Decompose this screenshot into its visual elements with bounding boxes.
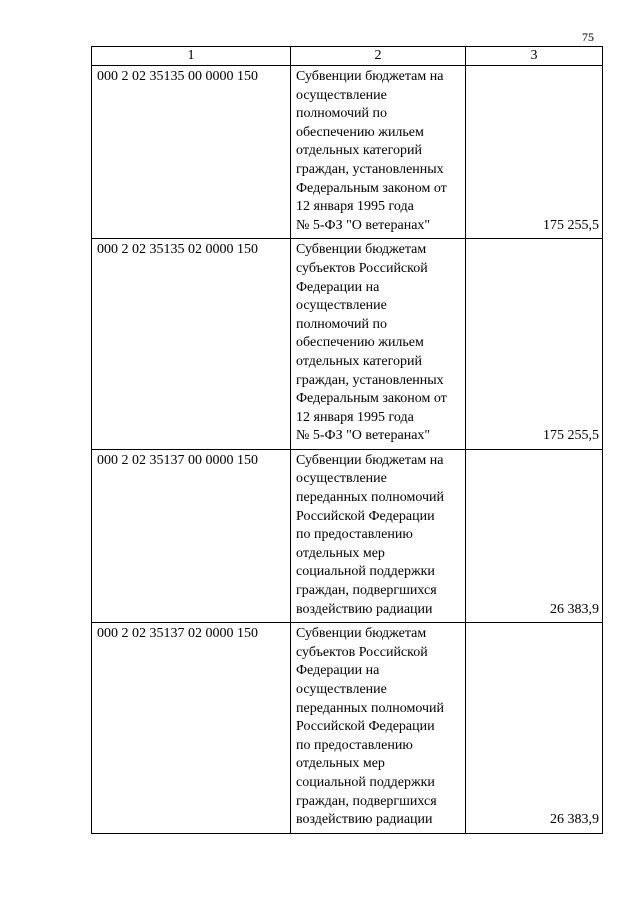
- description-line: осуществление: [296, 298, 387, 314]
- description-line: осуществление: [296, 682, 387, 697]
- description-line: граждан, установленных: [296, 161, 444, 177]
- amount-value: 26 383,9: [466, 449, 603, 622]
- description-line: воздействию радиации: [296, 601, 433, 617]
- description-line: Федерации на: [296, 663, 380, 679]
- description-line: 12 января 1995 года: [296, 409, 414, 425]
- classification-code: 000 2 02 35137 00 0000 150: [92, 449, 291, 622]
- header-row: [92, 47, 603, 66]
- description-line: Российской Федерации: [296, 719, 435, 735]
- classification-code: 000 2 02 35137 02 0000 150: [92, 623, 291, 834]
- description-line: Федерации на: [296, 279, 380, 295]
- description-line: социальной поддержки: [296, 564, 435, 580]
- description-line: граждан, подвергшихся: [296, 793, 437, 809]
- description-line: Субвенции бюджетам на: [296, 69, 444, 84]
- description-line: воздействию радиации: [296, 812, 433, 828]
- description-line: Субвенции бюджетам на: [296, 452, 444, 468]
- description-line: обеспечению жильем: [296, 124, 424, 140]
- description-line: 12 января 1995 года: [296, 199, 414, 215]
- description-line: отдельных категорий: [296, 353, 423, 369]
- amount-value: 175 255,5: [466, 66, 603, 239]
- column-header-code: 1: [92, 47, 291, 66]
- revenue-description: [291, 239, 466, 450]
- description-line: полномочий по: [296, 316, 388, 332]
- table-row: [92, 623, 603, 834]
- revenue-description: [291, 66, 466, 239]
- description-line: отдельных мер: [296, 756, 385, 772]
- description-line: субъектов Российской: [296, 260, 428, 276]
- description-line: отдельных мер: [296, 545, 385, 561]
- column-header-amount: 3: [466, 47, 603, 66]
- classification-code: 000 2 02 35135 00 0000 150: [92, 66, 291, 239]
- page-number: 75: [582, 30, 594, 44]
- classification-code: 000 2 02 35135 02 0000 150: [92, 239, 291, 450]
- revenue-description: [291, 623, 466, 834]
- budget-table: [91, 46, 603, 834]
- description-line: граждан, подвергшихся: [296, 583, 437, 599]
- description-line: переданных полномочий: [296, 700, 445, 716]
- description-line: граждан, установленных: [296, 372, 444, 388]
- table-row: [92, 449, 603, 622]
- amount-value: 175 255,5: [466, 239, 603, 450]
- table-row: [92, 66, 603, 239]
- revenue-description: [291, 449, 466, 622]
- description-line: отдельных категорий: [296, 143, 423, 159]
- description-line: Субвенции бюджетам: [296, 242, 427, 258]
- description-line: субъектов Российской: [296, 644, 428, 660]
- description-line: № 5-ФЗ "О ветеранах": [296, 217, 431, 233]
- description-line: социальной поддержки: [296, 774, 435, 790]
- description-line: Российской Федерации: [296, 508, 435, 524]
- description-line: № 5-ФЗ "О ветеранах": [296, 428, 431, 444]
- description-line: осуществление: [296, 471, 387, 487]
- description-line: Субвенции бюджетам: [296, 626, 427, 642]
- description-line: Федеральным законом от: [296, 391, 447, 407]
- column-header-description: 2: [291, 47, 466, 66]
- description-line: обеспечению жильем: [296, 335, 424, 351]
- description-line: по предоставлению: [296, 737, 413, 753]
- description-line: Федеральным законом от: [296, 180, 447, 196]
- description-line: осуществление: [296, 87, 387, 103]
- table-row: [92, 239, 603, 450]
- description-line: переданных полномочий: [296, 490, 445, 506]
- description-line: полномочий по: [296, 106, 388, 122]
- description-line: по предоставлению: [296, 527, 413, 543]
- amount-value: 26 383,9: [466, 623, 603, 834]
